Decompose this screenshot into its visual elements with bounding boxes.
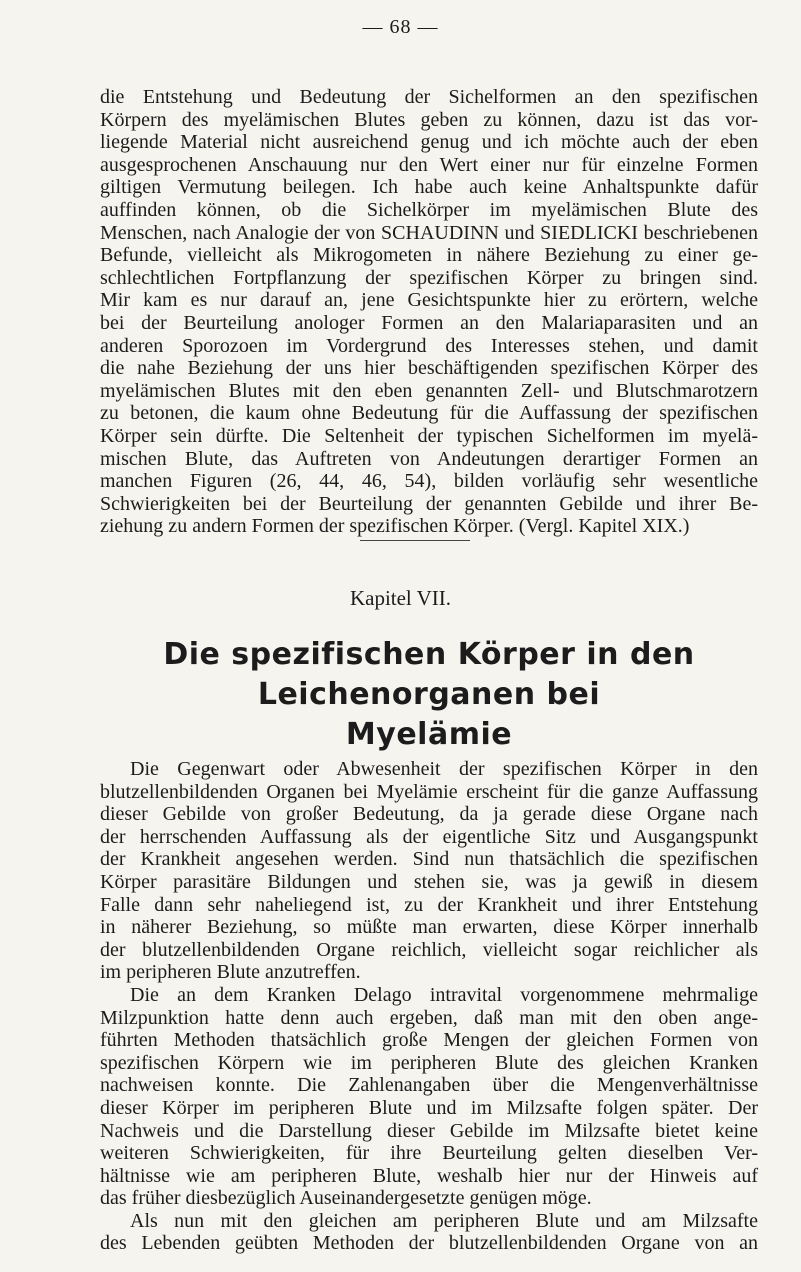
text-line: im peripheren Blute anzutreffen. xyxy=(100,961,361,984)
text-line: des Lebenden geübten Methoden der blutzellenbildenden Organe von an xyxy=(100,1232,758,1255)
chapter-label: Kapitel VII. xyxy=(349,586,452,610)
paragraph-gegenwart xyxy=(100,758,758,984)
text-line: weiteren Schwierigkeiten, für ihre Beurteilung gelten dieselben Ver- xyxy=(100,1142,758,1165)
text-line: mischen Blute, das Auftreten von Andeutungen derartiger Formen an xyxy=(100,447,758,470)
text-line: Befunde, vielleicht als Mikrogometen in nähere Beziehung zu einer ge- xyxy=(100,244,758,267)
text-line: spezifischen Körpern wie im peripheren Blute des gleichen Kranken xyxy=(100,1051,758,1074)
text-line: Die an dem Kranken Delago intravital vorgenommene mehrmalige xyxy=(130,983,758,1006)
text-line: Körper parasitäre Bildungen und stehen sie, was ja gewiß in diesem xyxy=(100,870,758,893)
text-line: zu betonen, die kaum ohne Bedeutung für die Auffassung der spezifischen xyxy=(100,402,758,425)
text-line: myelämischen Blutes mit den eben genannten Zell- und Blutschmarotzern xyxy=(100,379,758,402)
text-line: in näherer Beziehung, so müßte man erwarten, diese Körper innerhalb xyxy=(100,916,758,939)
text-line: Als nun mit den gleichen am peripheren Blute und am Milzsafte xyxy=(130,1209,758,1232)
chapter-body xyxy=(100,758,758,1255)
text-line: anderen Sporozoen im Vordergrund des Interesses stehen, und damit xyxy=(100,334,758,357)
text-line: Mir kam es nur darauf an, jene Gesichtspunkte hier zu erörtern, welche xyxy=(100,289,758,312)
paragraph-als-nun xyxy=(100,1210,758,1255)
text-line: liegende Material nicht ausreichend genug und ich möchte auch der eben xyxy=(100,131,758,154)
text-line: manchen Figuren (26, 44, 46, 54), bilden vorläufig sehr wesentliche xyxy=(100,470,758,493)
text-line: der blutzellenbildenden Organe reichlich, vielleicht sogar reichlicher als xyxy=(100,938,758,961)
text-line: die Entstehung und Bedeutung der Sichelformen an den spezifischen xyxy=(100,86,758,108)
text-line: Menschen, nach Analogie der von SCHAUDINN und SIEDLICKI beschriebenen xyxy=(100,221,758,244)
text-line: ausgesprochenen Anschauung nur den Wert einer nur für einzelne Formen xyxy=(100,153,758,176)
text-line: auffinden können, ob die Sichelkörper im myelämischen Blute des xyxy=(100,198,758,221)
text-line: Körper sein dürfte. Die Seltenheit der typischen Sichelformen im myelä- xyxy=(100,424,758,447)
chapter-title-line-1: Die spezifischen Körper in den Leichenorganen bei xyxy=(163,637,695,712)
text-line: Schwierigkeiten bei der Beurteilung der genannten Gebilde und ihrer Be- xyxy=(100,492,758,515)
text-line: schlechtlichen Fortpflanzung der spezifischen Körper zu bringen sind. xyxy=(100,266,758,289)
text-line: das früher diesbezüglich Auseinandergesetzte genügen möge. xyxy=(100,1187,592,1210)
text-line: Körpern des myelämischen Blutes geben zu können, dazu ist das vor- xyxy=(100,108,758,131)
text-line: Nachweis und die Darstellung dieser Gebilde im Milzsafte bietet keine xyxy=(100,1119,758,1142)
text-line: die nahe Beziehung der uns hier beschäftigenden spezifischen Körper des xyxy=(100,357,758,380)
text-line: dieser Gebilde von großer Bedeutung, da ja gerade diese Organe nach xyxy=(100,803,758,826)
text-line: hältnisse wie am peripheren Blute, weshalb hier nur der Hinweis auf xyxy=(100,1164,758,1187)
text-line: Falle dann sehr naheliegend ist, zu der Krankheit und ihrer Entstehung xyxy=(100,893,758,916)
text-line: führten Methoden thatsächlich große Mengen der gleichen Formen von xyxy=(100,1029,758,1052)
text-line: bei der Beurteilung anologer Formen an den Malariaparasiten und an xyxy=(100,311,758,334)
text-line: nachweisen konnte. Die Zahlenangaben über die Mengenverhältnisse xyxy=(100,1074,758,1097)
text-line: Die Gegenwart oder Abwesenheit der spezifischen Körper in den xyxy=(130,758,758,780)
intro-paragraph xyxy=(100,86,758,538)
paragraph-milzpunktion xyxy=(100,984,758,1210)
text-line: Milzpunktion hatte denn auch ergeben, daß man mit den oben ange- xyxy=(100,1006,758,1029)
text-line: ziehung zu andern Formen der spezifischen Körper. (Vergl. Kapitel XIX.) xyxy=(100,515,690,538)
text-line: dieser Körper im peripheren Blute und im Milzsafte folgen später. Der xyxy=(100,1096,758,1119)
text-line: giltigen Vermutung beilegen. Ich habe auch keine Anhaltspunkte dafür xyxy=(100,176,758,199)
text-line: der herrschenden Auffassung als der eigentliche Sitz und Ausgangspunkt xyxy=(100,825,758,848)
section-divider xyxy=(360,540,470,541)
text-line: blutzellenbildenden Organen bei Myelämie erscheint für die ganze Auffassung xyxy=(100,780,758,803)
chapter-title xyxy=(100,635,758,755)
text-line: der Krankheit angesehen werden. Sind nun thatsächlich die spezifischen xyxy=(100,848,758,871)
page-number: — 68 — xyxy=(362,16,439,38)
chapter-title-line-2: Myelämie xyxy=(345,717,513,752)
